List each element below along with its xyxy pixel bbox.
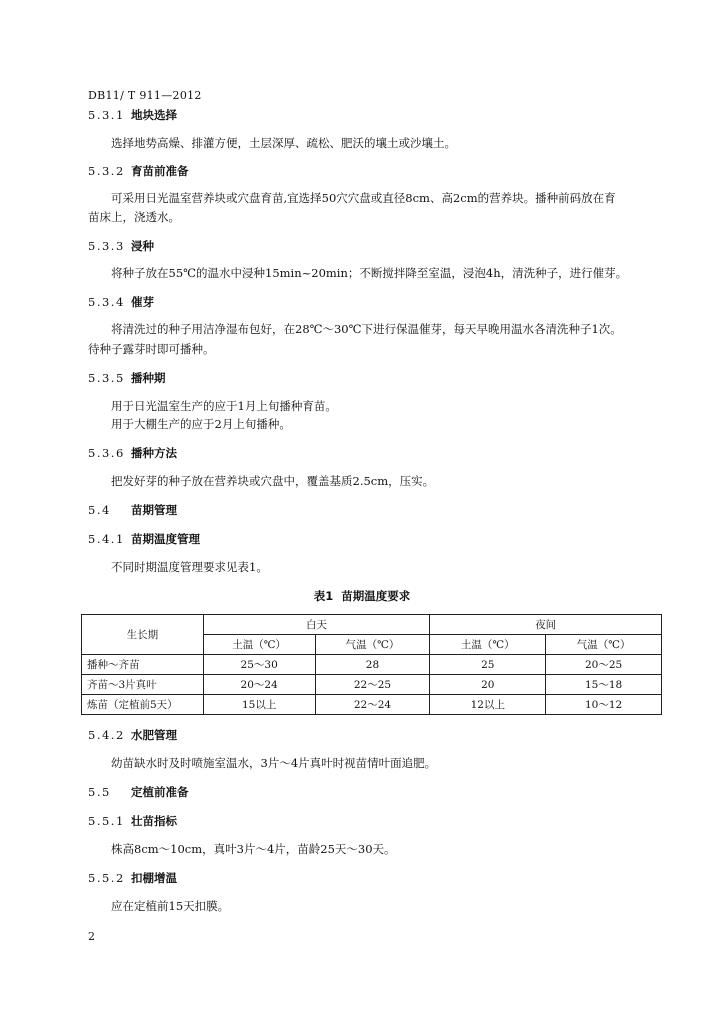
cell-value: 15～18 (546, 675, 662, 695)
section-5-3-6-body: 把发好芽的种子放在营养块或穴盘中，覆盖基质2.5cm，压实。 (111, 474, 435, 488)
cell-value: 28 (315, 655, 430, 675)
table-header-row (82, 615, 662, 635)
section-number: 5.4.1 (88, 532, 125, 546)
section-5-5-heading (88, 784, 189, 800)
section-5-3-4-body-line2: 待种子露芽时即可播种。 (88, 342, 215, 356)
cell-stage: 播种～齐苗 (82, 655, 204, 675)
section-5-3-1-body: 选择地势高燥、排灌方便，土层深厚、疏松、肥沃的壤土或沙壤土。 (111, 136, 456, 150)
section-number: 5.3.4 (88, 295, 125, 309)
section-number: 5.5.1 (88, 814, 125, 828)
cell-value: 20 (430, 675, 546, 695)
section-5-5-1-body: 株高8cm～10cm，真叶3片～4片，苗龄25天～30天。 (111, 842, 396, 856)
section-title: 浸种 (131, 239, 154, 253)
table-number: 表1 (313, 589, 334, 603)
section-5-5-2-heading (88, 870, 177, 886)
cell-value: 25 (430, 655, 546, 675)
header-night: 夜间 (430, 615, 662, 635)
section-number: 5.5.2 (88, 871, 125, 885)
section-5-5-2-body: 应在定植前15天扣膜。 (111, 899, 230, 913)
section-number: 5.3.2 (88, 164, 125, 178)
cell-stage: 齐苗～3片真叶 (82, 675, 204, 695)
section-5-3-2-body-line2: 苗床上，浇透水。 (88, 210, 180, 224)
section-5-4-1-heading (88, 531, 200, 547)
section-5-5-1-heading (88, 813, 177, 829)
section-5-3-2-body-line1: 可采用日光温室营养块或穴盘育苗,宜选择50穴穴盘或直径8cm、高2cm的营养块。播种前码放在育 (111, 191, 616, 205)
section-number: 5.3.1 (88, 108, 125, 122)
section-5-4-2-body: 幼苗缺水时及时喷施室温水，3片～4片真叶时视苗情叶面追肥。 (111, 756, 437, 770)
table-title: 苗期温度要求 (341, 589, 411, 603)
table-caption (0, 588, 724, 604)
section-title: 播种期 (131, 371, 166, 385)
table-row (82, 695, 662, 715)
header-night-air-temp: 气温（℃） (546, 635, 662, 655)
section-title: 播种方法 (131, 446, 177, 460)
section-5-4-heading (88, 502, 177, 518)
section-number: 5.3.5 (88, 371, 125, 385)
section-number: 5.3.6 (88, 446, 125, 460)
section-5-3-6-heading (88, 445, 177, 461)
section-5-4-1-body: 不同时期温度管理要求见表1。 (111, 560, 268, 574)
seedling-temperature-table (81, 614, 662, 715)
document-code-header: DB11/ T 911—2012 (88, 89, 202, 102)
section-5-4-2-heading (88, 727, 177, 743)
cell-value: 15以上 (203, 695, 315, 715)
table-row (82, 675, 662, 695)
section-5-3-2-heading (88, 163, 189, 179)
cell-value: 20～24 (203, 675, 315, 695)
section-title: 壮苗指标 (131, 814, 177, 828)
cell-value: 22～24 (315, 695, 430, 715)
section-title: 地块选择 (131, 108, 177, 122)
section-title: 扣棚增温 (131, 871, 177, 885)
section-number: 5.4 (88, 503, 111, 517)
cell-value: 12以上 (430, 695, 546, 715)
section-5-3-3-body: 将种子放在55℃的温水中浸种15min~20min；不断搅拌降至室温，浸泡4h，清洗种子，进行催芽。 (111, 266, 628, 280)
section-title: 定植前准备 (131, 785, 189, 799)
section-number: 5.3.3 (88, 239, 125, 253)
cell-value: 25～30 (203, 655, 315, 675)
table-row (82, 655, 662, 675)
cell-stage: 炼苗（定植前5天） (82, 695, 204, 715)
section-number: 5.5 (88, 785, 111, 799)
cell-value: 20～25 (546, 655, 662, 675)
section-title: 苗期管理 (131, 503, 177, 517)
cell-value: 10～12 (546, 695, 662, 715)
page-number: 2 (88, 930, 95, 943)
section-5-3-4-body-line1: 将清洗过的种子用洁净湿布包好，在28℃～30℃下进行保温催芽，每天早晚用温水各清洗种子1次。 (111, 322, 622, 336)
header-day-air-temp: 气温（℃） (315, 635, 430, 655)
section-5-3-4-heading (88, 294, 154, 310)
header-stage: 生长期 (82, 615, 204, 655)
section-title: 育苗前准备 (131, 164, 189, 178)
section-number: 5.4.2 (88, 728, 125, 742)
cell-value: 22～25 (315, 675, 430, 695)
section-title: 水肥管理 (131, 728, 177, 742)
section-title: 催芽 (131, 295, 154, 309)
section-5-3-1-heading (88, 107, 177, 123)
section-5-3-5-body-line2: 用于大棚生产的应于2月上旬播种。 (111, 417, 291, 431)
header-day-soil-temp: 土温（℃） (203, 635, 315, 655)
section-5-3-3-heading (88, 238, 154, 254)
section-5-3-5-heading (88, 370, 166, 386)
header-daytime: 白天 (203, 615, 430, 635)
section-5-3-5-body-line1: 用于日光温室生产的应于1月上旬播种育苗。 (111, 399, 337, 413)
header-night-soil-temp: 土温（℃） (430, 635, 546, 655)
section-title: 苗期温度管理 (131, 532, 200, 546)
